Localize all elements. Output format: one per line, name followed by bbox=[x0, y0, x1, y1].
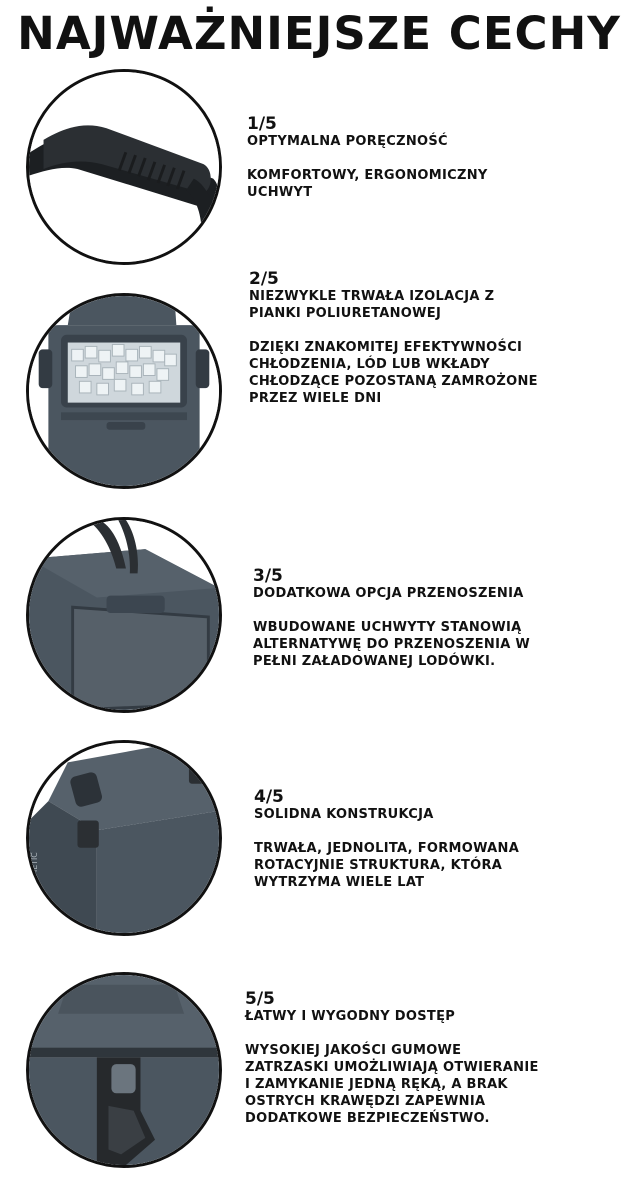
feature-heading: OPTYMALNA PORĘCZNOŚĆ bbox=[247, 134, 448, 149]
feature-description: WBUDOWANE UCHWYTY STANOWIĄ ALTERNATYWĘ DO PRZENOSZENIA W PEŁNI ZAŁADOWANEJ LODÓWKI. bbox=[253, 620, 531, 669]
feature-number: 4/5 bbox=[254, 787, 284, 807]
cooler-with-ice-illustration bbox=[29, 296, 219, 486]
svg-text:DOMETIC: DOMETIC bbox=[29, 852, 39, 889]
feature-3-text bbox=[253, 567, 553, 670]
feature-4-text bbox=[254, 788, 554, 891]
side-handle-illustration bbox=[29, 520, 219, 710]
feature-number: 1/5 bbox=[247, 114, 277, 134]
feature-description: TRWAŁA, JEDNOLITA, FORMOWANA ROTACYJNIE STRUKTURA, KTÓRA WYTRZYMA WIELE LAT bbox=[254, 841, 520, 890]
feature-description: DZIĘKI ZNAKOMITEJ EFEKTYWNOŚCI CHŁODZENIA, LÓD LUB WKŁADY CHŁODZĄCE POZOSTANĄ ZAMROŻONE PRZEZ WIELE DNI bbox=[249, 340, 538, 406]
feature-4-image bbox=[26, 740, 222, 936]
feature-1-text bbox=[247, 115, 547, 201]
feature-heading: NIEZWYKLE TRWAŁA IZOLACJA Z PIANKI POLIURETANOWEJ bbox=[249, 289, 495, 321]
feature-5-image bbox=[26, 972, 222, 1168]
feature-heading: SOLIDNA KONSTRUKCJA bbox=[254, 807, 434, 822]
feature-description: WYSOKIEJ JAKOŚCI GUMOWE ZATRZASKI UMOŻLIWIAJĄ OTWIERANIE I ZAMYKANIE JEDNĄ RĘKĄ, A BRAK OSTRYCH KRAWĘDZI ZAPEWNIA DODATKOWE BEZPIECZEŃSTWO. bbox=[245, 1043, 539, 1126]
feature-description: KOMFORTOWY, ERGONOMICZNY UCHWYT bbox=[247, 168, 488, 200]
feature-number: 2/5 bbox=[249, 269, 279, 289]
feature-3-image bbox=[26, 517, 222, 713]
feature-heading: DODATKOWA OPCJA PRZENOSZENIA bbox=[253, 586, 524, 601]
feature-number: 5/5 bbox=[245, 989, 275, 1009]
feature-heading: ŁATWY I WYGODNY DOSTĘP bbox=[245, 1009, 456, 1024]
feature-number: 3/5 bbox=[253, 566, 283, 586]
cooler-corner-illustration bbox=[29, 743, 219, 933]
feature-2-text bbox=[249, 270, 549, 407]
rubber-latch-illustration bbox=[29, 975, 219, 1165]
feature-5-text bbox=[245, 990, 545, 1127]
feature-2-image bbox=[26, 293, 222, 489]
feature-1-image bbox=[26, 69, 222, 265]
handle-closeup-illustration bbox=[29, 72, 219, 262]
page-title: NAJWAŻNIEJSZE CECHY bbox=[17, 7, 621, 60]
